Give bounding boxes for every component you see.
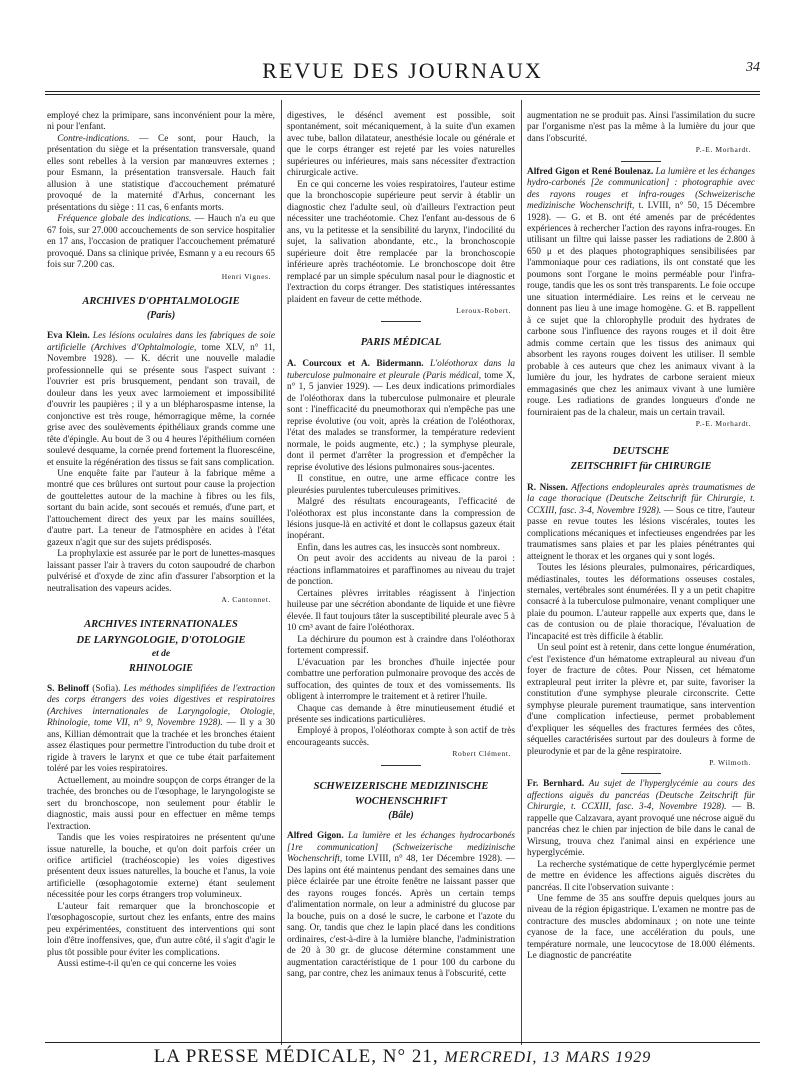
paragraph: digestives, le déséncl avement est possible, soit spontanément, soit mécaniquement, à la suite d'un examen avec tube, ballon dilatateur, anesthésie locale ou générale et que le corps étranger est rejeté par les voies naturelles supérieures ou inférieures, mais sans nécessiter d'extraction chirurgicale active.	[287, 111, 515, 179]
journal-section-title-line: DE LARYNGOLOGIE, D'OTOLOGIE	[76, 634, 246, 646]
article-author: Eva Klein.	[47, 331, 90, 342]
paragraph: Chaque cas demande à être minutieusement étudié et présente ses indications particulières.	[287, 703, 515, 725]
article-title: Les méthodes simplifiées de l'extraction des corps étrangers des voies digestives et respiratoires (Archives internationales de Laryngologie, Otologie, Rhinologie, tome VII, n° 9, Novembre 1928).	[47, 683, 275, 729]
article-author: Alfred Gigon et René Boulenaz.	[527, 166, 654, 177]
article-text: — Il y a 30 ans, Killian démontrait que la trachée et les bronches étaient assez élastiques pour permettre l'introduction du tube droit et rigide à travers le larynx et que ce tube était parfaitement toléré par les voies respiratoires.	[47, 718, 275, 775]
journal-section-title: ARCHIVES D'OPHTALMOLOGIE	[82, 295, 240, 307]
column-divider-2	[521, 100, 522, 1045]
separator-rule	[381, 765, 421, 766]
article-abstract	[527, 483, 755, 563]
article-text: t. LVIII, n° 50, 15 Décembre 1928). — G. et B. ont été amenés par de précédentes expériences à rechercher l'action des rayons infra-rouges. En utilisant un filtre qui laisse passer les radiations de 2.800 à 650 μ et des plaques photographiques sensibilisées par l'ammoniaque pour ces radiations, ils ont constaté que les poumons sont l'organe le moins perméable pour l'infra-rouge, tandis que les os sont très transparents. Le foie occupe une situation intermédiaire. Les reins et le cerveau ne donnent pas lieu à une image homogène. G. et B. rappellent à ce sujet que la chlorophylle produit des hydrates de carbone sous l'influence des rayons rouges et il doit être admis comme certain que les tissus des animaux qui absorbent les rayons rouges doivent les utiliser. Il semble probable à ces auteurs que chez les animaux vivant à la lumière du jour, les hydrates de carbone seraient mieux emmagasinés que chez les animaux vivant à une lumière rouge. Les radiations de grandes longueurs d'onde ne fourniraient pas de la chaleur, mais un certain travail.	[527, 201, 755, 418]
header-rule	[45, 91, 760, 92]
issue-date: MERCREDI, 13 MARS 1929	[444, 1049, 652, 1066]
paragraph: La déchirure du poumon est à craindre dans l'oléothorax fortement compressif.	[287, 634, 515, 657]
paragraph	[47, 134, 275, 214]
column-1	[47, 111, 275, 1041]
article-title: Au sujet de l'hyperglycémie au cours des affections aiguës du pancréas (Deutsche Zeitschrift für Chirurgie, t. CCXIII, fasc. 3-4, Novembre 1928).	[527, 779, 755, 813]
paragraph-lead: Fréquence globale des indications.	[57, 214, 192, 225]
article-author: Fr. Bernhard.	[527, 779, 585, 790]
paragraph: Enfin, dans les autres cas, les insuccès sont nombreux.	[297, 542, 500, 553]
article-text: tome X, n° 1, 5 janvier 1929). — Les deux indications primordiales de l'oléothorax dans la tuberculose pulmonaire et pleurale sont : l'inefficacité du pneumothorax qui n'empêche pas une reprise évolutive (ou voit, après la création de l'oléothorax, l'état des malades se transformer, la température redevient normale, le poids augmente, etc.) ; la symphyse pleurale, dont il permet d'arrêter la progression et d'empêcher la reprise évolutive des lésions pulmonaires sous-jacentes.	[287, 370, 515, 473]
section-title: REVUE DES JOURNAUX	[262, 58, 543, 83]
article-title: L'oléothorax dans la tuberculose pulmonaire et pleurale (Paris médical,	[287, 359, 515, 381]
paragraph-text: — Ce sont, pour Hauch, la présentation du siège et la présentation transversale, quand elles sont rebelles à la version par manœuvres externes ; pour Esmann, la présentation transversale. Hauch fait allusion à une statistique d'accouchement prématuré provoqué de la maternité d'Arhus, concernant les présentations du siège : 11 cas, 6 enfants morts.	[47, 133, 275, 213]
journal-name: LA PRESSE MÉDICALE, N° 21,	[153, 1046, 439, 1067]
paragraph: L'auteur fait remarquer que la bronchoscopie et l'œsophagoscopie, surtout chez les enfants, entre des mains peu expérimentées, constituent des interventions qui sont loin d'être inoffensives, que, d'un autre côté, il s'agit d'agir le plus tôt possible pour éviter les complications.	[47, 901, 275, 958]
paragraph: Employé à propos, l'oléothorax compte à son actif de très encourageants succès.	[287, 726, 515, 748]
article-author: A. Courcoux et A. Bidermann.	[287, 359, 424, 370]
page-number: 34	[746, 60, 760, 75]
paragraph: Certaines plèvres irritables réagissent à l'injection huileuse par une sécrétion abondante de liquide et une fièvre élevée. Il faut toujours tâter la susceptibilité pleurale avec 5 à 10 cm³ avant de faire l'oléothorax.	[287, 588, 515, 634]
paragraph: Aussi estime-t-il qu'en ce qui concerne les voies	[57, 959, 237, 970]
article-abstract	[527, 779, 755, 859]
journal-section-title-line: ZEITSCHRIFT für CHIRURGIE	[570, 461, 712, 473]
reviewer-signature: Robert Clément.	[452, 749, 511, 759]
article-abstract	[47, 684, 275, 776]
paragraph: La recherche systématique de cette hyperglycémie permet de mettre en évidence les affections aiguës discrètes du pancréas. Il cite l'observation suivante :	[527, 859, 755, 893]
paragraph-lead: Contre-indications.	[57, 133, 130, 144]
article-title: La lumière et les échanges hydro-carbonés [2e communication] : photographie avec des rayons rouges et infra-rouges (Schweizerische medizinische Wochenschrift,	[527, 166, 755, 212]
article-title: Affections endopleurales après traumatismes de la cage thoracique (Deutsche Zeitschrift für Chirurgie, t. CCXIII, fasc. 3-4, Novembre 1928).	[527, 482, 755, 516]
footer-rule	[45, 1042, 760, 1043]
paragraph: Toutes les lésions pleurales, pulmonaires, péricardiques, médiastinales, toutes les déformations osseuses costales, sternales, vertébrales sont énumérées. Il y a un petit chapitre consacré à la tuberculose pulmonaire, venant compliquer une plaie du poumon. L'auteur rappelle aux experts que, dans le cas de contusion ou de plaie thoracique, l'évaluation de l'incapacité est très difficile à établir.	[527, 563, 755, 642]
article-author: S. Belinoff	[47, 683, 90, 694]
paragraph	[47, 214, 275, 271]
reviewer-signature: P. Wilmoth.	[709, 758, 751, 768]
journal-section-title: DEUTSCHE	[612, 446, 670, 458]
journal-section-title: PARIS MÉDICAL	[360, 337, 442, 349]
article-text: — B. rappelle que Calzavara, ayant provoqué une nécrose aiguë du pancréas chez le chien par injection de bile dans le canal de Wirsung, trouva chez l'animal ainsi en expérience une hyperglycémie.	[527, 802, 755, 859]
reviewer-signature: P.-E. Morhardt.	[695, 145, 751, 155]
running-header	[45, 54, 760, 84]
journal-section-title-line: et de	[151, 648, 171, 659]
article-abstract	[287, 831, 515, 980]
journal-section-title: ARCHIVES INTERNATIONALES	[84, 619, 238, 631]
paragraph: Une femme de 35 ans souffre depuis quelques jours au niveau de la région épigastrique. L'examen ne montre pas de contracture des muscles abdominaux ; on note une teinte cyanose de la face, une accélération du pouls, une température normale, une leucocytose de 18.000 éléments. Le diagnostic de pancréatite	[527, 893, 755, 962]
separator-rule	[381, 321, 421, 322]
paragraph: On peut avoir des accidents au niveau de la paroi : réactions inflammatoires et paraffinomes au niveau du trajet de ponction.	[287, 554, 515, 588]
paragraph: augmentation ne se produit pas. Ainsi l'assimilation du sucre par l'organisme n'est pas la même à la lumière du jour que dans l'obscurité.	[527, 111, 755, 144]
separator-rule	[621, 773, 661, 774]
paragraph: Actuellement, au moindre soupçon de corps étranger de la trachée, des bronches ou de l'œsophage, le laryngologiste se sert du bronchoscope, non seulement pour établir le diagnostic, mais aussi pour en effectuer en même temps l'extraction.	[47, 775, 275, 832]
reviewer-signature: A. Cantonnet.	[221, 595, 271, 605]
separator-rule	[621, 161, 661, 162]
reviewer-signature: Leroux-Robert.	[456, 305, 511, 315]
article-text: tome LVIII, n° 48, 1er Décembre 1928). — Des lapins ont été maintenus pendant des semaines dans une pièce éclairée par une étroite fenêtre ne laissant passer que des rayons rouges foncés. Après un certain temps d'alimentation normale, on leur a administré du glucose par la bouche, puis on a dosé le sucre, le carbone et l'azote du sang. Or, tandis que chez le lapin placé dans les conditions ordinaires, c'est-à-dire à la lumière blanche, l'administration de 20 à 30 gr. de glucose détermine constamment une augmentation caractéristique de 1 pour 100 du carbone du sang, par contre, chez les animaux tenus à l'obscurité, cette	[287, 854, 515, 980]
article-author: Alfred Gigon.	[287, 831, 344, 842]
paragraph: Une enquête faite par l'auteur à la fabrique même a montré que ces brûlures ont surtout pour cause la projection de gouttelettes autour de la machine à fibres ou les fils, sortant du bain acide, sont secoués et remués, d'une part, et l'attouchement direct des yeux par les mains souillées, d'autre part. La teneur de l'atmosphère en acides à l'état gazeux n'agit que sur des sujets prédisposés.	[47, 469, 275, 548]
column-3	[527, 111, 755, 1041]
journal-section-title-line: RHINOLOGIE	[129, 662, 193, 674]
paragraph: Un seul point est à retenir, dans cette longue énumération, c'est l'existence d'un hématome extrapleural au niveau d'un foyer de fracture de côtes. Pour Nissen, cet hématome extrapleural peut irriter la plèvre et, par suite, favoriser la constitution d'une symphyse pleurale circonscrite. Cette symphyse pleurale purement traumatique, sans intervention d'une complication infectieuse, permet probablement d'expliquer les séquelles des fractures fermées des côtes, séquelles caractérisées surtout par des douleurs à forme de pleurodynie et par de la gêne respiratoire.	[527, 643, 755, 757]
journal-section-place: (Paris)	[146, 310, 176, 322]
article-text: tome XLV, n° 11, Novembre 1928). — K. décrit une nouvelle maladie professionnelle qui se présente sous l'aspect suivant : l'ouvrier est pris brusquement, pendant son travail, de douleur dans les yeux avec larmoiement et impossibilité d'ouvrir les paupières ; il y a un blépharospasme intense, la conjonctive est très rouge, hémorragique même, la cornée grise avec des soulèvements épithéliaux grands comme une tête d'épingle. Au bout de 3 ou 4 heures l'épithélium cornéen soulevé desquame, la cornée prend fortement la fluorescéine, et ensuite la régénération des tissus se fait sans complication.	[47, 342, 275, 468]
paragraph: Malgré des résultats encourageants, l'efficacité de l'oléothorax est plus inconstante dans la compression de lésions jusque-là en activité et dont le collapsus gazeux était inopérant.	[287, 497, 515, 542]
paragraph: La prophylaxie est assurée par le port de lunettes-masques laissant passer l'air à travers du coton saupoudré de charbon pulvérisé et d'oxyde de zinc afin d'assurer l'absorption et la neutralisation des vapeurs acides.	[47, 549, 275, 594]
header-rule-thin	[45, 94, 760, 95]
journal-section-title: SCHWEIZERISCHE MEDIZINISCHE WOCHENSCHRIFT	[313, 780, 489, 807]
paragraph: employé chez la primipare, sans inconvénient pour la mère, ni pour l'enfant.	[47, 111, 275, 133]
article-place: (Sofia).	[89, 683, 124, 694]
running-footer	[45, 1046, 760, 1070]
article-text: — Sous ce titre, l'auteur passe en revue toutes les lésions viscérales, toutes les complications mécaniques et infectieuses engendrées par les traumatismes sans plaies et par les plaies pénétrantes qui atteignent le thorax et les organes qui y sont logés.	[527, 505, 755, 562]
journal-section-place: (Bâle)	[388, 810, 414, 822]
article-title: La lumière et les échanges hydrocarbonés [1re communication] (Schweizerische medizinische Wochenschrift,	[287, 831, 515, 865]
article-abstract	[47, 331, 275, 469]
article-abstract	[527, 167, 755, 419]
column-2	[287, 111, 515, 1041]
reviewer-signature: Henri Vignes.	[221, 271, 271, 281]
paragraph: Il constitue, en outre, une arme efficace contre les pleurésies purulentes tuberculeuses primitives.	[287, 474, 515, 496]
paragraph-text: — Hauch n'a eu que 67 fois, sur 27.000 accouchements de son service hospitalier en 17 ans, l'occasion de pratiquer l'accouchement prématuré provoqué. Dans sa clinique privée, Esmann y a eu recours 65 fois sur 7.200 cas.	[47, 214, 275, 271]
article-abstract	[287, 359, 515, 474]
paragraph: L'évacuation par les bronches d'huile injectée pour combattre une perforation pulmonaire provoque des accès de suffocation, des quintes de toux et des vomissements. Ils obligent à interrompre le traitement et à retirer l'huile.	[287, 657, 515, 703]
reviewer-signature: P.-E. Morhardt.	[695, 418, 751, 428]
paragraph: En ce qui concerne les voies respiratoires, l'auteur estime que la bronchoscopie supérieure peut servir à établir un diagnostic chez l'adulte seul, où d'ailleurs l'extraction peut nécessiter une trachéotomie. Chez l'enfant au-dessous de 6 ans, vu la petitesse et la sensibilité du larynx, l'indocilité du sujet, la salivation abondante, etc., la bronchoscopie supérieure doit être remplacée par la bronchoscopie inférieure après trachéotomie. Le bronchoscope doit être remplacé par un simple spéculum nasal pour le diagnostic et l'extraction du corps étranger. Des statistiques intéressantes plaident en faveur de cette méthode.	[287, 179, 515, 305]
paragraph: Tandis que les voies respiratoires ne présentent qu'une issue naturelle, la bouche, et qu'on doit parfois créer un orifice artificiel (trachéoscopie) les voies digestives présentent deux issues naturelles, la bouche et l'anus, la voie artificielle (œsophagotomie externe) étant seulement nécessitée pour les corps étrangers trop volumineux.	[47, 833, 275, 901]
article-title: Les lésions oculaires dans les fabriques de soie artificielle (Archives d'Ophtalmologie,	[47, 331, 275, 353]
article-author: R. Nissen.	[527, 482, 568, 493]
column-divider-1	[281, 100, 282, 1045]
